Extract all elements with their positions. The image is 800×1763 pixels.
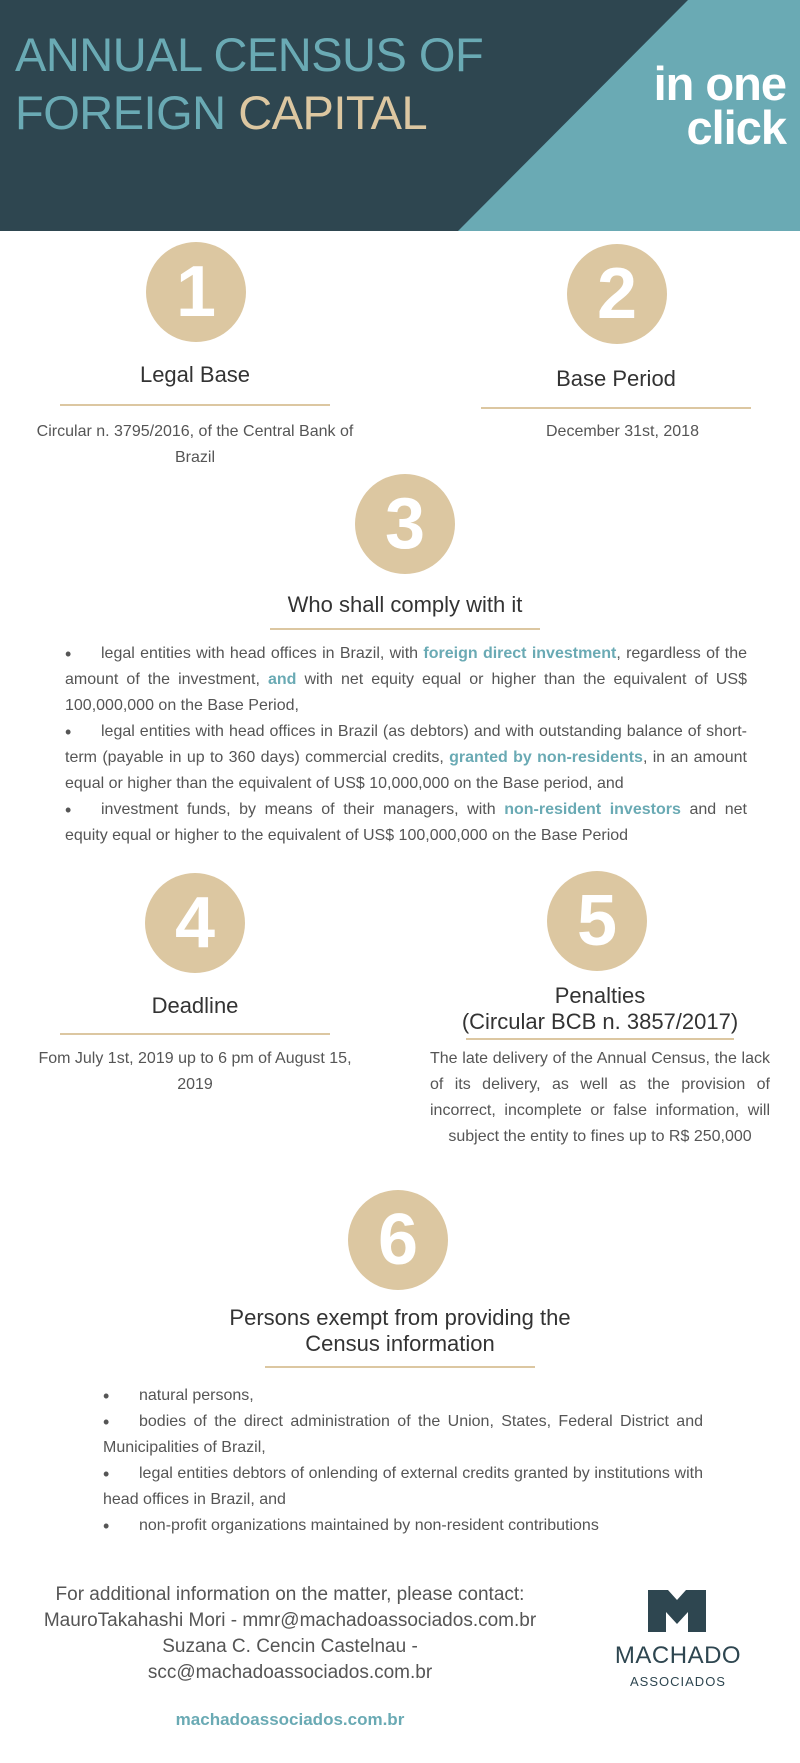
section-2-title: Base Period [556,366,676,391]
tagline [626,57,786,154]
section-1-number-badge: 1 [146,242,246,342]
list-item: • bodies of the direct administration of the Union, States, Federal District and Municipalities of Brazil, [103,1409,703,1461]
title-line-1: ANNUAL CENSUS OF [15,28,484,81]
section-3-number-badge: 3 [355,474,455,574]
list-item: • legal entities debtors of onlending of external credits granted by institutions with head offices in Brazil, and [103,1461,703,1513]
section-4-text: Fom July 1st, 2019 up to 6 pm of August 15, 2019 [38,1050,352,1093]
contact-intro: For additional information on the matter, please contact: [55,1584,525,1605]
list-item: • legal entities with head offices in Brazil, with foreign direct investment, regardless of the amount of the investment, and with net equity equal or higher than the equivalent of US$ 100,000,000 on the Base Period, [65,641,747,719]
page-title [15,26,483,142]
section-6-title [200,1305,600,1357]
section-2-divider [481,407,751,409]
section-3-divider [270,628,540,630]
section-4-number-badge: 4 [145,873,245,973]
section-6-divider [265,1366,535,1368]
section-1-title: Legal Base [139,362,251,387]
contact-block [30,1582,550,1686]
title-line-2-accent: CAPITAL [238,86,428,139]
section-1-text: Circular n. 3795/2016, of the Central Bank of Brazil [36,423,354,466]
list-item: • legal entities with head offices in Brazil (as debtors) and with outstanding balance of short-term (payable in up to 360 days) commercial credits, granted by non-residents, in an amount equal or higher than the equivalent of US$ 10,000,000 on the Base period, and [65,719,747,797]
section-6-title-line-2: Census information [305,1331,495,1356]
section-2-number-badge: 2 [567,244,667,344]
section-5-number-badge: 5 [547,871,647,971]
header-banner [0,0,800,231]
section-3-title: Who shall comply with it [287,592,523,617]
title-line-2 [15,84,483,142]
title-line-2-part-1: FOREIGN [15,86,239,139]
section-5-title-line-2: (Circular BCB n. 3857/2017) [461,1009,739,1034]
section-6-title-line-1: Persons exempt from providing the [229,1305,571,1330]
machado-logo-mark-icon [648,1590,706,1632]
section-5-text: The late delivery of the Annual Census, the lack of its delivery, as well as the provision of incorrect, incomplete or false information, will subject the entity to fines up to R$ 250,000 [430,1050,770,1145]
contact-person-1[interactable]: MauroTakahashi Mori - mmr@machadoassociados.com.br [43,1610,537,1631]
section-3-list [65,641,747,849]
section-5-title-line-1: Penalties [554,983,646,1008]
section-4-divider [60,1033,330,1035]
section-1-divider [60,404,330,406]
section-2-text: December 31st, 2018 [546,423,699,440]
list-item: • investment funds, by means of their managers, with non-resident investors and net equity equal or higher to the equivalent of US$ 100,000,000 on the Base Period [65,797,747,849]
section-5-title [440,983,760,1035]
logo-name: MACHADO [614,1642,742,1669]
logo-subtitle: ASSOCIADOS [630,1674,726,1689]
website-link[interactable]: machadoassociados.com.br [175,1710,405,1729]
list-item: • natural persons, [103,1383,703,1409]
section-5-divider [466,1038,734,1040]
section-6-list [103,1383,703,1539]
list-item: • non-profit organizations maintained by non-resident contributions [103,1513,703,1539]
section-6-number-badge: 6 [348,1190,448,1290]
contact-person-2[interactable]: Suzana C. Cencin Castelnau - scc@machadoassociados.com.br [147,1636,433,1683]
tagline-line-1: in one [653,57,786,110]
section-4-title: Deadline [151,993,239,1018]
tagline-line-2: click [686,101,786,154]
